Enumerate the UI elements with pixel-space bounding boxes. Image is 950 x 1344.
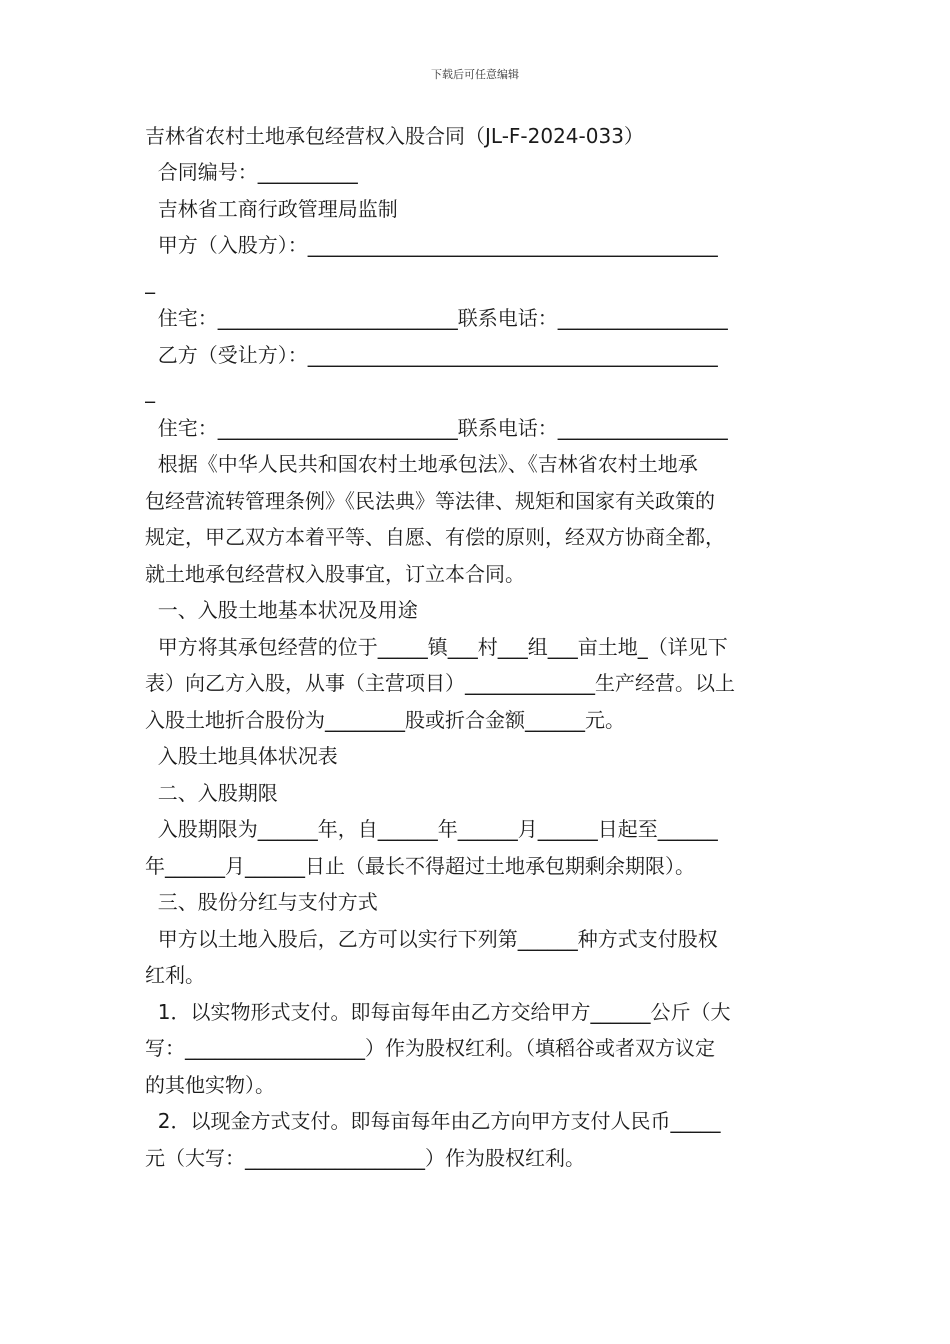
- preamble-line: 就土地承包经营权入股事宜，订立本合同。: [145, 561, 525, 586]
- section-heading-2: 二、入股期限: [145, 780, 278, 805]
- section-2-text: 年______月______日止（最长不得超过土地承包期剩余期限）。: [145, 853, 695, 878]
- contract-number-line: 合同编号：__________: [145, 160, 358, 184]
- payment-option-1: 1．以实物形式支付。即每亩每年由乙方交给甲方______公斤（大: [145, 999, 731, 1024]
- section-1-text: 甲方将其承包经营的位于_____镇___村___组___亩土地_（详见下: [145, 634, 728, 659]
- section-3-text: 红利。: [145, 963, 205, 987]
- payment-option-1: 写：__________________）作为股权红利。（填稻谷或者双方议定: [145, 1036, 715, 1060]
- section-3-text: 甲方以土地入股后，乙方可以实行下列第______种方式支付股权: [145, 926, 718, 951]
- party-b-line: 乙方（受让方）：_________________________________________: [145, 342, 718, 367]
- payment-option-1: 的其他实物）。: [145, 1072, 275, 1097]
- party-b-line-overflow: _: [145, 379, 155, 403]
- preamble-line: 根据《中华人民共和国农村土地承包法》、《吉林省农村土地承: [145, 452, 698, 476]
- supervisor-line: 吉林省工商行政管理局监制: [145, 196, 398, 221]
- document-title: 吉林省农村土地承包经营权入股合同（JL-F-2024-033）: [145, 124, 644, 148]
- party-a-line-overflow: _: [145, 269, 155, 294]
- section-1-text: 表）向乙方入股，从事（主营项目）_____________生产经营。以上: [145, 671, 735, 695]
- party-a-line: 甲方（入股方）：_________________________________________: [145, 233, 718, 257]
- party-a-address-line: 住宅：________________________联系电话：_________________: [145, 306, 728, 330]
- section-heading-1: 一、入股土地基本状况及用途: [145, 598, 418, 622]
- party-b-address-line: 住宅：________________________联系电话：_________________: [145, 415, 728, 440]
- section-1-text: 入股土地折合股份为________股或折合金额______元。: [145, 707, 625, 732]
- preamble-line: 规定，甲乙双方本着平等、自愿、有偿的原则，经双方协商全都，: [145, 525, 725, 549]
- section-2-text: 入股期限为______年，自______年______月______日起至______: [145, 817, 718, 841]
- contract-body: [145, 118, 807, 1176]
- section-heading-3: 三、股份分红与支付方式: [145, 890, 378, 914]
- payment-option-2: 元（大写：__________________）作为股权红利。: [145, 1145, 585, 1170]
- preamble-line: 包经营流转管理条例》《民法典》等法律、规矩和国家有关政策的: [145, 488, 715, 513]
- land-table-caption: 入股土地具体状况表: [145, 744, 338, 768]
- page-header: 下载后可任意编辑: [431, 68, 519, 81]
- payment-option-2: 2．以现金方式支付。即每亩每年由乙方向甲方支付人民币_____: [145, 1109, 721, 1133]
